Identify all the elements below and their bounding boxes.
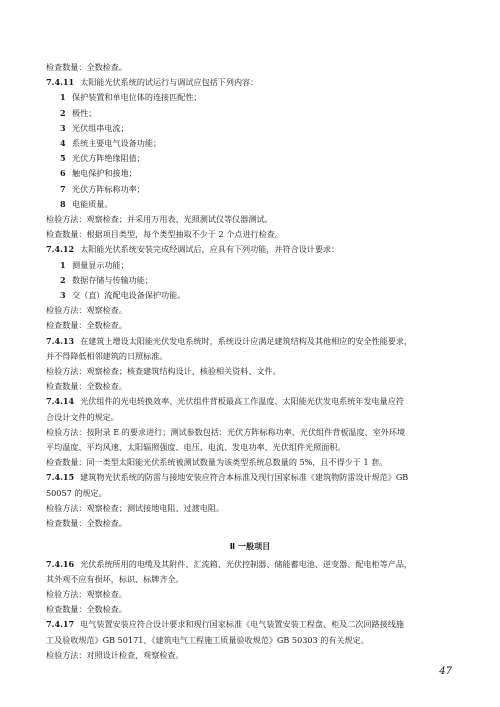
item-text: 系统主要电气设备功能； <box>72 138 162 149</box>
item-number: 7 <box>60 183 66 194</box>
inspection-method: 检验方法：观察检查。 <box>46 588 127 599</box>
inspection-quantity-line: 检查数量：全数检查。 <box>46 62 127 72</box>
clause-7-4-14 <box>46 394 454 409</box>
item-text: 触电保护和接地； <box>72 168 137 179</box>
clause-7-4-17 <box>46 617 454 632</box>
clause-number: 7.4.17 <box>46 619 75 630</box>
item-number: 5 <box>60 153 66 164</box>
clause-text-continued: 其外观不应有损坏，标识、标牌齐全。 <box>46 573 184 584</box>
clause-text: 建筑物光伏系统的防雷与接地安装应符合本标准及现行国家标准《建筑物防雷设计规范》GB <box>80 472 409 483</box>
item-text: 光伏方阵标称功率； <box>72 183 145 194</box>
list-item <box>46 288 454 303</box>
item-text: 电能质量。 <box>72 198 113 209</box>
clause-number: 7.4.15 <box>46 472 75 483</box>
clause-text-continued: 合设计文件的规定。 <box>46 411 119 422</box>
clause-text: 光伏系统所用的电缆及其附件、汇流箱、光伏控制器、储能蓄电池、逆变器、配电柜等产品， <box>80 558 413 569</box>
item-number: 1 <box>60 259 66 270</box>
clause-text: 电气装置安装应符合设计要求和现行国家标准《电气装置安装工程盘、柜及二次回路接线施 <box>80 619 404 630</box>
item-number: 2 <box>60 274 66 285</box>
inspection-method: 检验方法：按附录 E 的要求进行；测试参数包括：光伏方阵标称功率、光伏组件背板温度、室外环境 <box>46 426 406 437</box>
clause-7-4-12 <box>46 242 454 257</box>
inspection-quantity: 检查数量：全数检查。 <box>46 604 127 615</box>
clause-number: 7.4.16 <box>46 558 75 569</box>
clause-text: 在建筑上增设太阳能光伏发电系统时，系统设计应满足建筑结构及其他相应的安全性能要求， <box>80 335 413 346</box>
list-item <box>46 106 454 121</box>
item-text: 保护装置和单电位体的连接匹配性； <box>72 92 202 103</box>
clause-text-continued: 并不得降低相邻建筑的日照标准。 <box>46 350 168 361</box>
inspection-method: 检验方法：观察检查。 <box>46 305 127 316</box>
item-text: 光伏组串电流； <box>72 122 129 133</box>
inspection-quantity: 检查数量：全数检查。 <box>46 381 127 392</box>
list-item <box>46 121 454 136</box>
item-number: 8 <box>60 198 66 209</box>
clause-number: 7.4.12 <box>46 244 75 255</box>
inspection-quantity: 检查数量：根据项目类型，每个类型抽取不少于 2 个点进行检查。 <box>46 229 283 240</box>
list-item <box>46 90 454 105</box>
list-item <box>46 258 454 273</box>
inspection-method: 检验方法：观察检查；并采用万用表、光照测试仪等仪器测试。 <box>46 214 273 225</box>
item-number: 1 <box>60 92 66 103</box>
list-item <box>46 166 454 181</box>
item-number: 3 <box>60 122 66 133</box>
item-number: 3 <box>60 290 66 301</box>
clause-7-4-16 <box>46 557 454 572</box>
page-number: 47 <box>439 666 452 677</box>
clause-number: 7.4.13 <box>46 335 75 346</box>
list-item <box>46 136 454 151</box>
clause-text-continued: 工及验收规范》GB 50171、《建筑电气工程施工质量验收规范》GB 50303 的有关规定。 <box>46 634 369 645</box>
inspection-quantity: 检查数量：全数检查。 <box>46 518 127 529</box>
clause-text-continued: 50057 的规定。 <box>46 487 107 498</box>
item-number: 2 <box>60 107 66 118</box>
clause-text: 光伏组件的光电转换效率、光伏组件背板最高工作温度、太阳能光伏发电系统年发电量应符 <box>80 396 404 407</box>
item-number: 6 <box>60 168 66 179</box>
clause-7-4-13 <box>46 334 454 349</box>
inspection-method: 检验方法：观察检查；核查建筑结构设计、核验相关资料、文件。 <box>46 366 281 377</box>
item-number: 4 <box>60 138 66 149</box>
section-heading: Ⅱ 一般项目 <box>229 541 271 552</box>
page-content <box>46 60 454 663</box>
inspection-method-continued: 平均温度、平均风速、太阳辐照强度、电压、电流、发电功率、光伏组件光照面积。 <box>46 442 346 453</box>
inspection-method: 检验方法：观察检查；测试接地电阻、过渡电阻。 <box>46 502 225 513</box>
item-text: 极性； <box>72 107 97 118</box>
clause-text: 太阳能光伏系统安装完成经调试后，应具有下列功能，并符合设计要求： <box>80 244 340 255</box>
list-item <box>46 273 454 288</box>
list-item <box>46 197 454 212</box>
list-item <box>46 182 454 197</box>
clause-text: 太阳能光伏系统的试运行与调试应包括下列内容： <box>80 77 259 88</box>
clause-7-4-15 <box>46 470 454 485</box>
clause-7-4-12-items <box>46 258 454 304</box>
inspection-quantity: 检查数量：全数检查。 <box>46 320 127 331</box>
clause-number: 7.4.14 <box>46 396 75 407</box>
item-text: 数据存储与传输功能； <box>72 274 153 285</box>
item-text: 交（直）流配电设备保护功能。 <box>72 290 186 301</box>
clause-7-4-11 <box>46 75 454 90</box>
item-text: 测量显示功能； <box>72 259 129 270</box>
inspection-quantity: 检查数量：同一类型太阳能光伏系统被测试数量为该类型系统总数量的 5%，且不得少于 1 套。 <box>46 457 388 468</box>
clause-7-4-11-items <box>46 90 454 212</box>
list-item <box>46 151 454 166</box>
item-text: 光伏方阵绝缘阻值； <box>72 153 145 164</box>
inspection-method: 检验方法：对照设计检查，观察检查。 <box>46 649 184 660</box>
clause-number: 7.4.11 <box>46 77 75 88</box>
